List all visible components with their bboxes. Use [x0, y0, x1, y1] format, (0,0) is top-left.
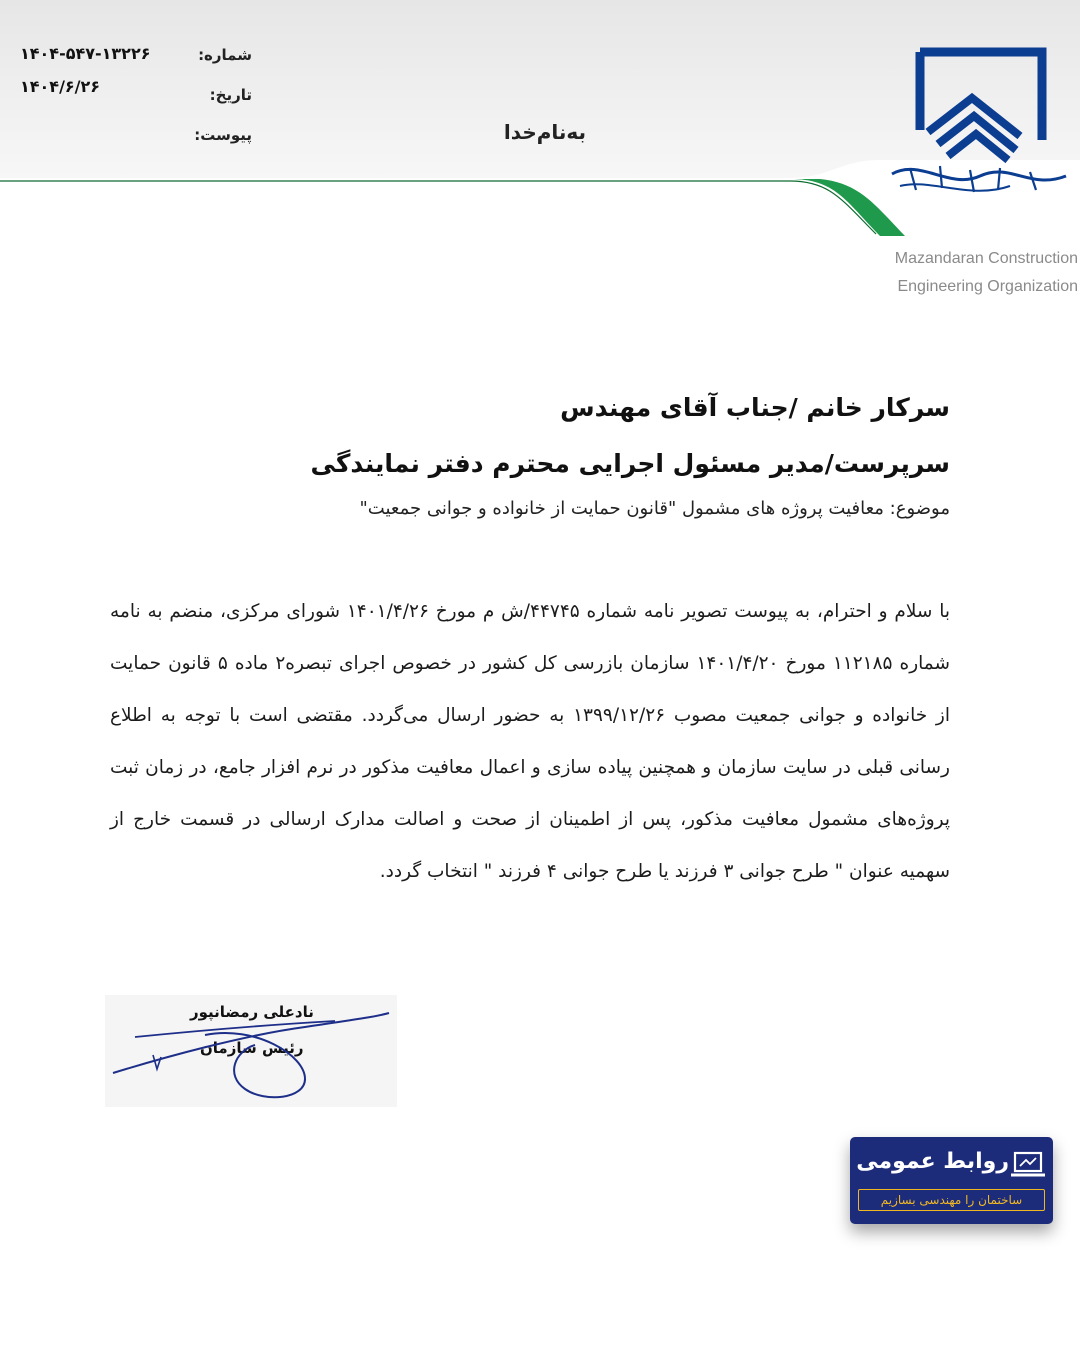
- public-relations-badge: [850, 1137, 1053, 1224]
- organization-logo: [880, 40, 1070, 210]
- letter-meta: [18, 40, 258, 160]
- green-swoosh-line: [0, 179, 905, 236]
- letter-content: [110, 380, 950, 898]
- date-value: ۱۴۰۴/۶/۲۶: [20, 77, 101, 96]
- org-name-en-line1: Mazandaran Construction: [894, 250, 1078, 267]
- badge-subtitle: ساختمان را مهندسی بسازیم: [858, 1189, 1045, 1211]
- date-label: تاریخ:: [209, 86, 252, 104]
- org-name-en-line2: Engineering Organization: [897, 278, 1078, 295]
- building-logo-icon: [880, 40, 1070, 210]
- signatory-name: نادعلی رمضانپور: [190, 1003, 314, 1021]
- salutation-line-1: سرکار خانم /جناب آقای مهندس: [560, 393, 950, 422]
- attachment-row: [18, 120, 258, 150]
- number-label: شماره:: [198, 46, 252, 64]
- letter-body: با سلام و احترام، به پیوست تصویر نامه شماره ۴۴۷۴۵/ش م مورخ ۱۴۰۱/۴/۲۶ شورای مرکزی، منضم به نامه شماره ۱۱۲۱۸۵ مورخ ۱۴۰۱/۴/۲۰ سازمان بازرسی کل کشور در خصوص اجرای تبصره۲ ماده ۵ قانون حمایت از خانواده و جوانی جمعیت مصوب ۱۳۹۹/۱۲/۲۶ به حضور ارسال می‌گردد. مقتضی است با توجه به اطلاع رسانی قبلی در سایت سازمان و همچنین پیاده سازی و اعمال معافیت مذکور در نرم افزار جامع، در زمان ثبت پروژه‌های مشمول معافیت مذکور، پس از اطمینان از صحت و اصالت مدارک ارسالی در قسمت خارج از سهمیه عنوان " طرح جوانی ۳ فرزند یا طرح جوانی ۴ فرزند " انتخاب گردد.: [110, 601, 951, 882]
- date-row: [18, 77, 258, 110]
- organization-name-en: [880, 245, 1078, 301]
- basmala: به‌نام‌خدا: [503, 120, 587, 144]
- laptop-icon: [1011, 1151, 1045, 1179]
- handwritten-signature-icon: [105, 995, 397, 1107]
- signature-block: [105, 995, 397, 1107]
- letter-subject: موضوع: معافیت پروژه های مشمول "قانون حمایت از خانواده و جوانی جمعیت": [359, 498, 950, 519]
- salutation-line-2: سرپرست/مدیر مسئول اجرایی محترم دفتر نمایندگی: [310, 449, 950, 478]
- number-row: [18, 40, 258, 70]
- badge-title: روابط عمومی: [856, 1149, 1009, 1174]
- signatory-title: رئیس سازمان: [200, 1039, 304, 1057]
- attachment-label: پیوست:: [194, 126, 252, 144]
- number-value: ۱۴۰۴-۵۴۷-۱۳۲۲۶: [20, 44, 151, 63]
